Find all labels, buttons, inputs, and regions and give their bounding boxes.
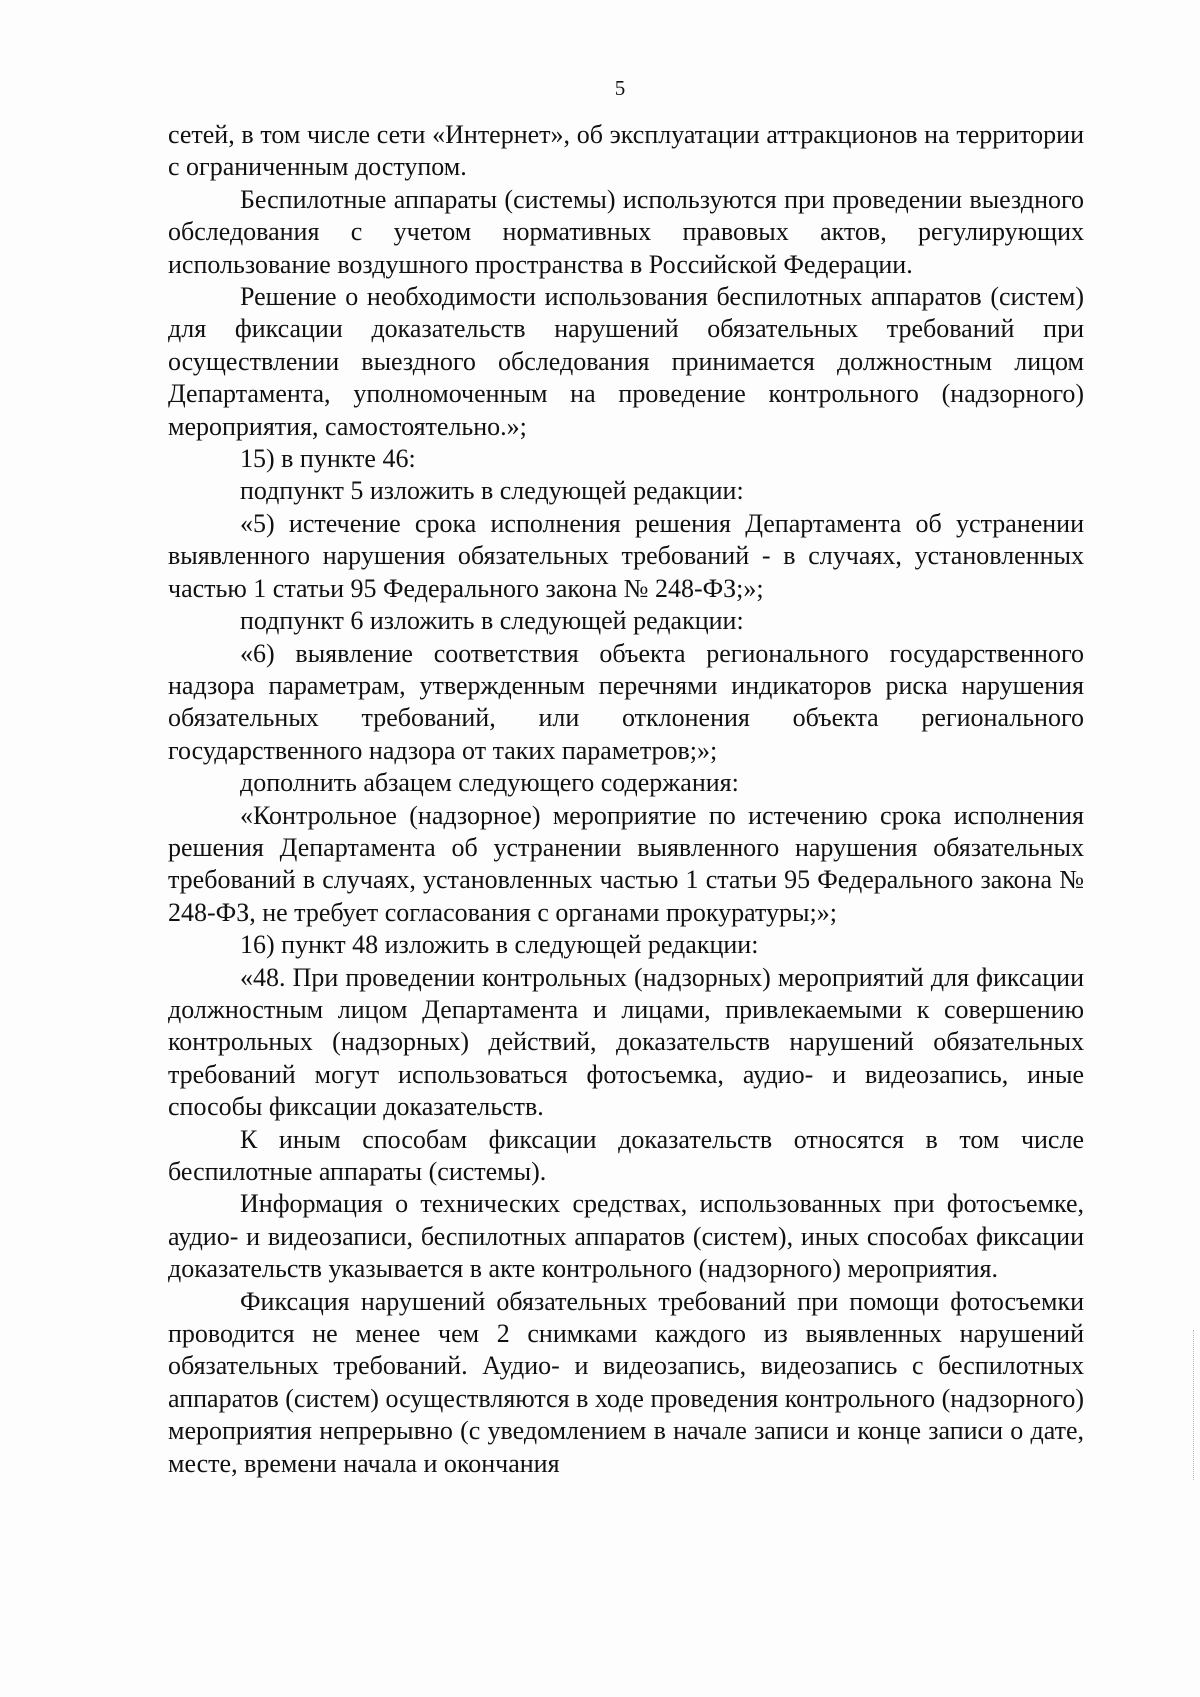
paragraph: «48. При проведении контрольных (надзорных) мероприятий для фиксации должностным лицом Департамента и лицами, привлекаемыми к совершению контрольных (надзорных) действий, доказательств нарушений обязательных требований могут использоваться фотосъемка, аудио- и видеозапись, иные способы фиксации доказательств. — [168, 962, 1084, 1122]
paragraph: «6) выявление соответствия объекта регионального государственного надзора параметрам, утвержденным перечнями индикаторов риска нарушения обязательных требований, или отклонения объекта регионального государственного надзора от таких параметров;»; — [168, 638, 1084, 765]
paragraph: дополнить абзацем следующего содержания: — [240, 768, 739, 798]
paragraph: сетей, в том числе сети «Интернет», об эксплуатации аттракционов на территории с ограниченным доступом. — [168, 120, 1084, 182]
paragraph: подпункт 5 изложить в следующей редакции: — [240, 476, 744, 506]
paragraph: 15) в пункте 46: — [240, 444, 416, 474]
paragraph: Информация о технических средствах, использованных при фотосъемке, аудио- и видеозаписи, беспилотных аппаратов (систем), иных способах фиксации доказательств указывается в акте контрольного (надзорного) мероприятия. — [168, 1189, 1084, 1284]
scan-edge-mark — [1192, 1330, 1194, 1480]
paragraph: 16) пункт 48 изложить в следующей редакции: — [240, 930, 759, 960]
document-body — [168, 119, 1084, 1480]
paragraph: К иным способам фиксации доказательств относятся в том числе беспилотные аппараты (системы). — [168, 1124, 1084, 1186]
paragraph: Решение о необходимости использования беспилотных аппаратов (систем) для фиксации доказательств нарушений обязательных требований при осуществлении выездного обследования принимается должностным лицом Департамента, уполномоченным на проведение контрольного (надзорного) мероприятия, самостоятельно.»; — [168, 282, 1084, 441]
paragraph: «Контрольное (надзорное) мероприятие по истечению срока исполнения решения Департамента об устранении выявленного нарушения обязательных требований в случаях, установленных частью 1 статьи 95 Федерального закона № 248-ФЗ, не требует согласования с органами прокуратуры;»; — [168, 800, 1084, 927]
paragraph: Фиксация нарушений обязательных требований при помощи фотосъемки проводится не менее чем 2 снимками каждого из выявленных нарушений обязательных требований. Аудио- и видеозапись, видеозапись с беспилотных аппаратов (систем) осуществляются в ходе проведения контрольного (надзорного) мероприятия непрерывно (с уведомлением в начале записи и конце записи о дате, месте, времени начала и окончания — [168, 1286, 1084, 1478]
page-number: 5 — [614, 76, 626, 100]
paragraph: Беспилотные аппараты (системы) используются при проведении выездного обследования с учетом нормативных правовых актов, регулирующих использование воздушного пространства в Российской Федерации. — [168, 184, 1084, 279]
paragraph: подпункт 6 изложить в следующей редакции: — [240, 606, 744, 636]
paragraph: «5) истечение срока исполнения решения Департамента об устранении выявленного нарушения обязательных требований - в случаях, установленных частью 1 статьи 95 Федерального закона № 248-ФЗ;»; — [168, 508, 1084, 603]
